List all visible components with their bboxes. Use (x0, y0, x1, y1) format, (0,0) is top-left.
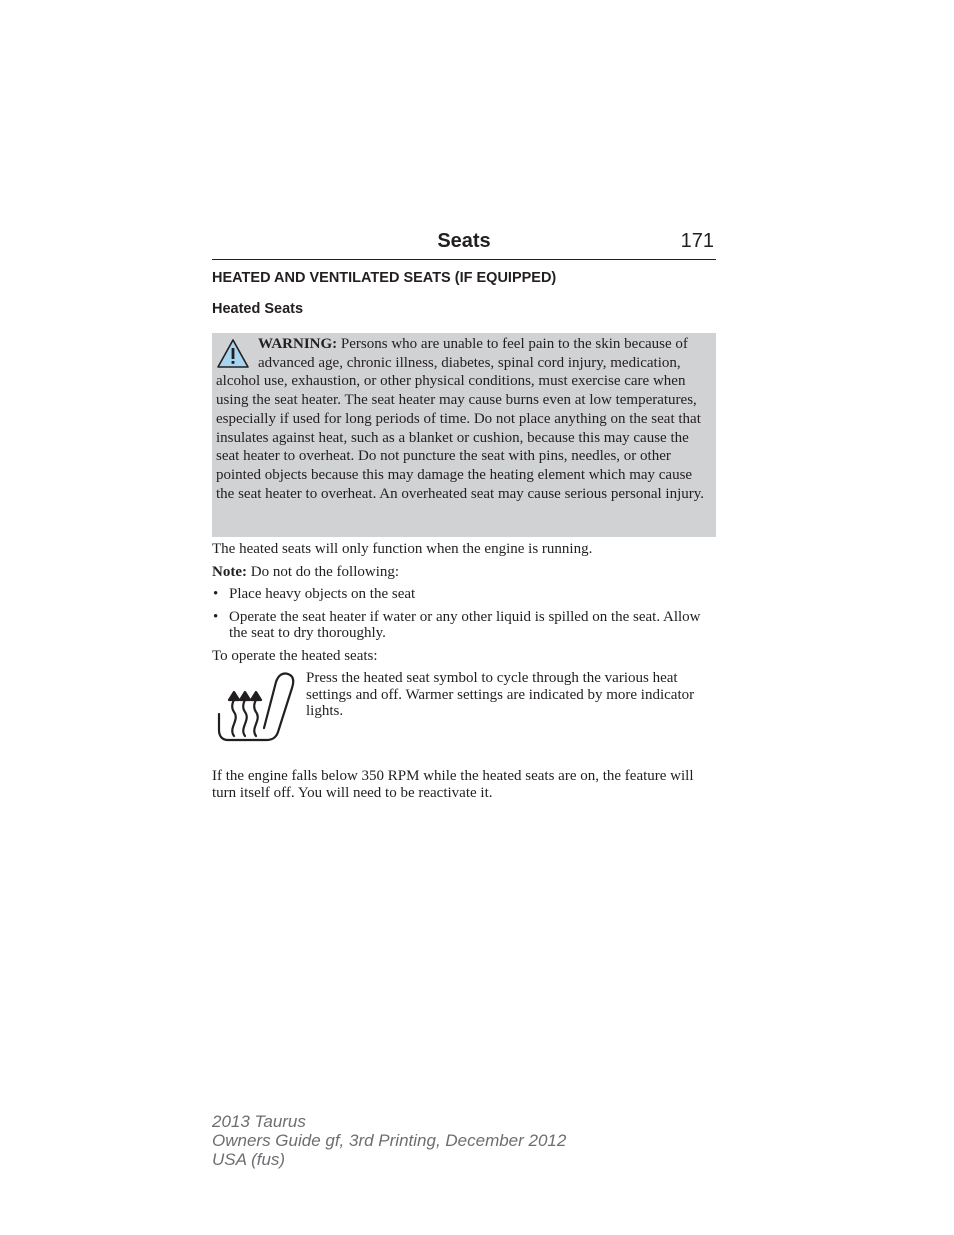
subsection-heading: Heated Seats (212, 301, 304, 317)
note-text: Do not do the following: (250, 563, 400, 580)
heated-seat-icon (214, 670, 296, 748)
page-number: 171 (680, 230, 714, 252)
page-header (212, 228, 716, 260)
list-item: • Operate the seat heater if water or any other liquid is spilled on the seat. Allow the seat to dry thoroughly. (212, 609, 716, 642)
section-title: Seats (437, 230, 491, 252)
section-heading: HEATED AND VENTILATED SEATS (IF EQUIPPED) (212, 270, 557, 286)
note-label: Note: (212, 563, 247, 580)
warning-triangle-icon (216, 338, 250, 370)
warning-label: WARNING: (258, 336, 338, 352)
paragraph-engine-running: The heated seats will only function when the engine is running. (212, 541, 593, 557)
footer-country: USA (212, 1150, 247, 1169)
heated-seat-instruction (212, 670, 716, 762)
page-footer (212, 1112, 566, 1169)
manual-page (212, 228, 716, 801)
warning-text: Persons who are unable to feel pain to the skin because of advanced age, chronic illness, diabetes, spinal cord injury, medication, alcohol use, exhaustion, or other physical conditions, must exercise care when using the seat heater. The seat heater may cause burns even at low temperatures, especially if used for long periods of time. Do not place anything on the seat that insulates against heat, such as a blanket or cushion, because this may cause the seat heater to overheat. Do not puncture the seat with pins, needles, or other pointed objects because this may damage the heating element which may cause the seat heater to overheat. An overheated seat may cause serious personal injury. (216, 336, 705, 502)
warning-box (212, 333, 716, 537)
paragraph-rpm: If the engine falls below 350 RPM while the heated seats are on, the feature will turn itself off. You will need to be reactivate it. (212, 768, 694, 801)
note-paragraph (212, 564, 716, 581)
bullet-list (212, 586, 716, 642)
footer-market-code: (fus) (251, 1150, 286, 1169)
body-content (212, 541, 716, 801)
heated-seat-instruction-text: Press the heated seat symbol to cycle through the various heat settings and off. Warmer settings are indicated by more indicator lights. (306, 670, 695, 719)
footer-market (212, 1150, 566, 1169)
list-item: • Place heavy objects on the seat (212, 586, 716, 603)
paragraph-operate: To operate the heated seats: (212, 647, 378, 664)
footer-model: 2013 Taurus (212, 1112, 306, 1131)
footer-guide-edition: Owners Guide gf, 3rd Printing, December 2012 (212, 1131, 567, 1150)
